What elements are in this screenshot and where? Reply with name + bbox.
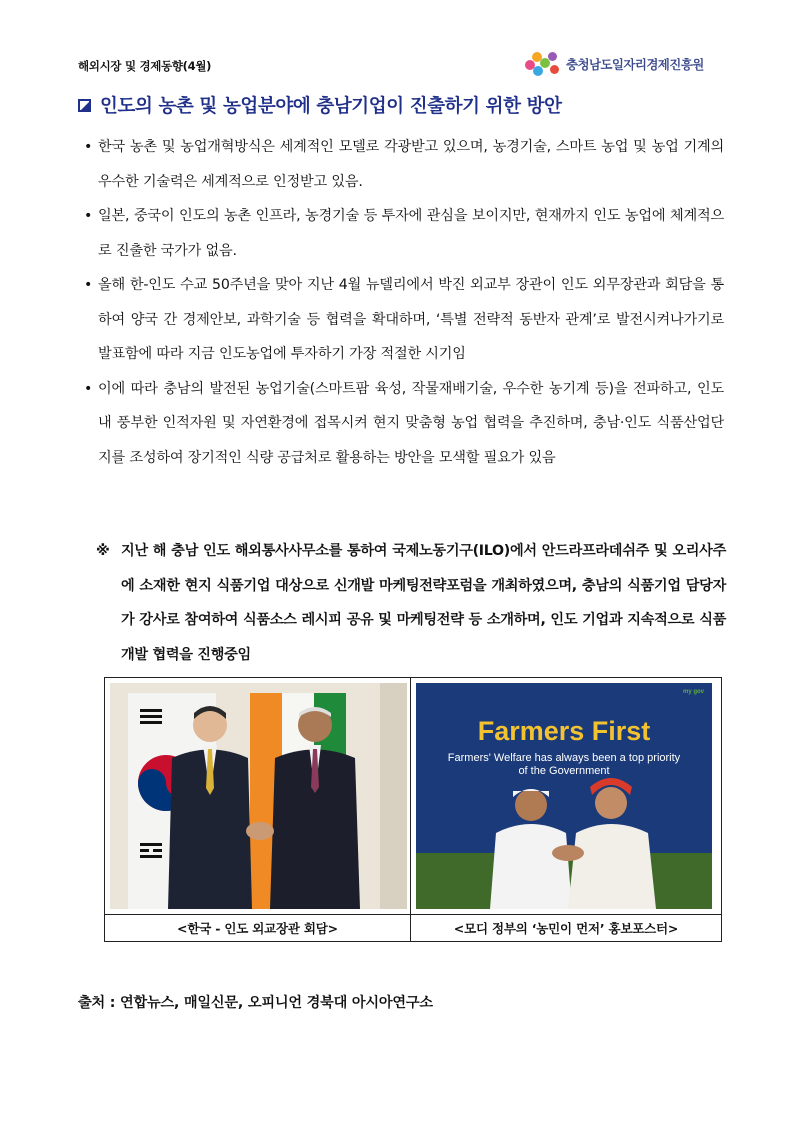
ministers-meeting-photo: [110, 683, 407, 909]
section-title-text: 인도의 농촌 및 농업분야에 충남기업이 진출하기 위한 방안: [100, 96, 562, 117]
bullet-text: 이에 따라 충남의 발전된 농업기술(스마트팜 육성, 작물재배기술, 우수한 농기계 등)을 전파하고, 인도 내 풍부한 인적자원 및 자연환경에 접목시켜 현지 맞춤형 농업 협력을 추진하며, 충남·인도 식품산업단지를 조성하여 장기적인 식량 공급처로 활용하는 방안을 모색할 필요가 있음: [98, 380, 724, 466]
logo-flower-icon: [523, 50, 563, 78]
bullet-marker: •: [84, 380, 93, 397]
square-corner-icon: [78, 99, 91, 112]
bullet-text: 일본, 중국이 인도의 농촌 인프라, 농경기술 등 투자에 관심을 보이지만, 현재까지 인도 농업에 체계적으로 진출한 국가가 없음.: [98, 208, 724, 259]
poster-title: Farmers First: [477, 716, 651, 746]
mygov-logo: my gov: [682, 689, 704, 695]
document-header: 해외시장 및 경제동향(4월): [78, 59, 212, 73]
logo-text: 충청남도일자리경제진흥원: [566, 57, 704, 72]
bullet-item: [84, 199, 724, 268]
farmers-first-poster: [416, 683, 712, 909]
photo-table: [104, 677, 722, 942]
reference-note: [96, 534, 726, 672]
bullet-item: [84, 268, 724, 372]
photo-cell-left: [105, 678, 411, 914]
section-title: [78, 92, 562, 118]
bullet-text: 올해 한-인도 수교 50주년을 맞아 지난 4월 뉴델리에서 박진 외교부 장관이 인도 외무장관과 회담을 통하여 양국 간 경제안보, 과학기술 등 협력을 확대하며, ‘특별 전략적 동반자 관계’로 발전시켜나가기로 발표함에 따라 지금 인도농업에 투자하기 가장 적절한 시기임: [98, 277, 724, 362]
bullet-marker: •: [84, 208, 93, 224]
bullet-item: [84, 372, 724, 476]
bullet-marker: •: [84, 139, 93, 155]
reference-mark: ※: [96, 543, 110, 559]
bullet-marker: •: [84, 277, 93, 293]
bullet-item: [84, 130, 724, 199]
note-text: 지난 해 충남 인도 해외통사사무소를 통하여 국제노동기구(ILO)에서 안드라프라데쉬주 및 오리사주에 소재한 현지 식품기업 대상으로 신개발 마케팅전략포럼을 개최하였으며, 충남의 식품기업 담당자가 강사로 참여하여 식품소스 레시피 공유 및 마케팅전략 등 소개하며, 인도 기업과 지속적으로 식품개발 협력을 진행중임: [121, 543, 726, 663]
poster-subtitle: Farmers' Welfare has always been a top priority of the Government: [447, 752, 681, 777]
photo-cell-right: [411, 678, 721, 914]
bullet-list: [84, 130, 724, 475]
right-photo-caption: <모디 정부의 ‘농민이 먼저’ 홍보포스터>: [411, 914, 721, 941]
bullet-text: 한국 농촌 및 농업개혁방식은 세계적인 모델로 각광받고 있으며, 농경기술, 스마트 농업 및 농업 기계의 우수한 기술력은 세계적으로 인정받고 있음.: [98, 139, 724, 190]
org-logo: [523, 50, 704, 78]
left-photo-caption: <한국 - 인도 외교장관 회담>: [105, 914, 411, 941]
source-citation: 출처 : 연합뉴스, 매일신문, 오피니언 경북대 아시아연구소: [78, 995, 433, 1011]
